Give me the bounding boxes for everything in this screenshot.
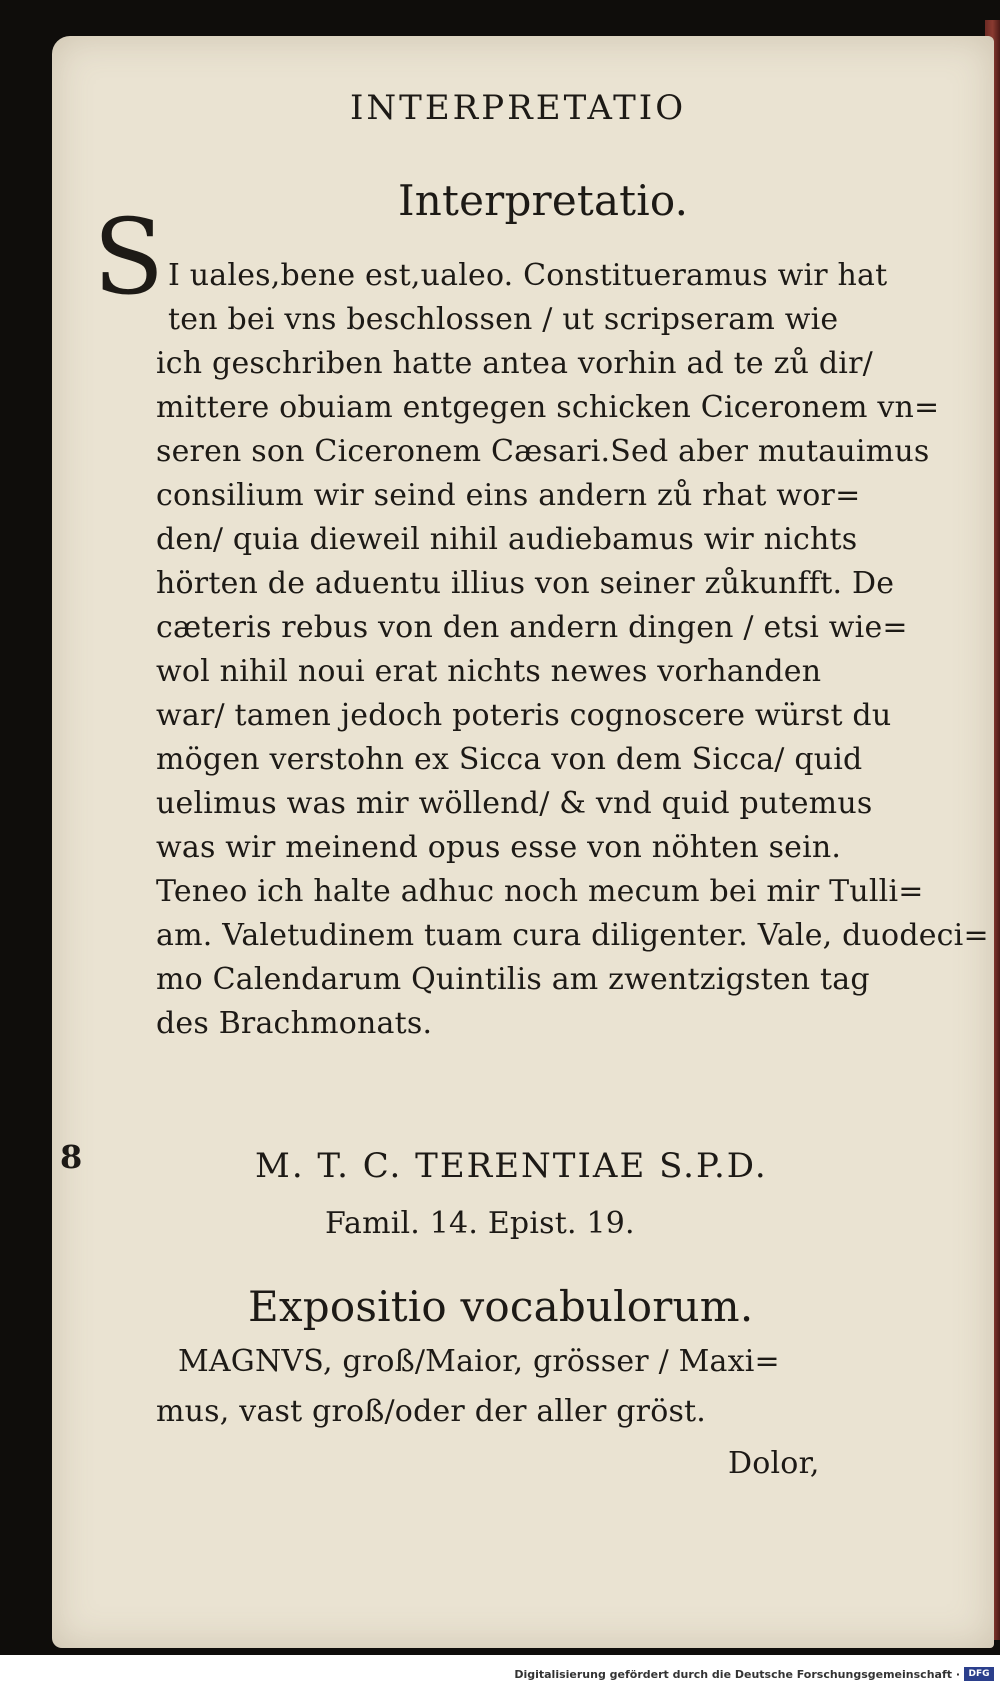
exposition-line: mus, vast groß/oder der aller gröst.: [156, 1394, 707, 1429]
body-line: des Brachmonats.: [156, 1006, 433, 1041]
dfg-logo: DFG: [964, 1667, 994, 1681]
body-line: uelimus was mir wöllend/ & vnd quid putemus: [156, 786, 873, 821]
section-title: M. T. C. TERENTIAE S.P.D.: [255, 1146, 768, 1186]
body-line: Teneo ich halte adhuc noch mecum bei mir Tulli=: [156, 874, 924, 909]
exposition-title: Expositio vocabulorum.: [248, 1282, 754, 1331]
running-head: INTERPRETATIO: [350, 88, 687, 128]
exposition-line: MAGNVS, groß/Maior, grösser / Maxi=: [178, 1344, 780, 1379]
page-heading: Interpretatio.: [398, 176, 689, 225]
body-line: den/ quia dieweil nihil audiebamus wir nichts: [156, 522, 858, 557]
body-line: hörten de aduentu illius von seiner zůkunfft. De: [156, 566, 895, 601]
body-line: I uales,bene est,ualeo. Constitueramus wir hat: [168, 258, 888, 293]
body-line: ich geschriben hatte antea vorhin ad te zů dir/: [156, 346, 873, 381]
catchword: Dolor,: [728, 1446, 820, 1481]
body-line: consilium wir seind eins andern zů rhat wor=: [156, 478, 861, 513]
body-line: cæteris rebus von den andern dingen / etsi wie=: [156, 610, 908, 645]
body-line: seren son Ciceronem Cæsari.Sed aber mutauimus: [156, 434, 930, 469]
body-line: mögen verstohn ex Sicca von dem Sicca/ quid: [156, 742, 863, 777]
body-line: mittere obuiam entgegen schicken Ciceronem vn=: [156, 390, 940, 425]
body-line: am. Valetudinem tuam cura diligenter. Vale, duodeci=: [156, 918, 989, 953]
page-marker: 8: [60, 1138, 83, 1176]
body-line: was wir meinend opus esse von nöhten sein.: [156, 830, 842, 865]
body-line: ten bei vns beschlossen / ut scripseram wie: [168, 302, 839, 337]
footer-credit: Digitalisierung gefördert durch die Deutsche Forschungsgemeinschaft ·: [514, 1668, 960, 1681]
body-line: mo Calendarum Quintilis am zwentzigsten tag: [156, 962, 870, 997]
body-line: war/ tamen jedoch poteris cognoscere würst du: [156, 698, 892, 733]
drop-cap: S: [93, 196, 165, 318]
body-line: wol nihil noui erat nichts newes vorhanden: [156, 654, 822, 689]
section-subtitle: Famil. 14. Epist. 19.: [325, 1206, 635, 1241]
